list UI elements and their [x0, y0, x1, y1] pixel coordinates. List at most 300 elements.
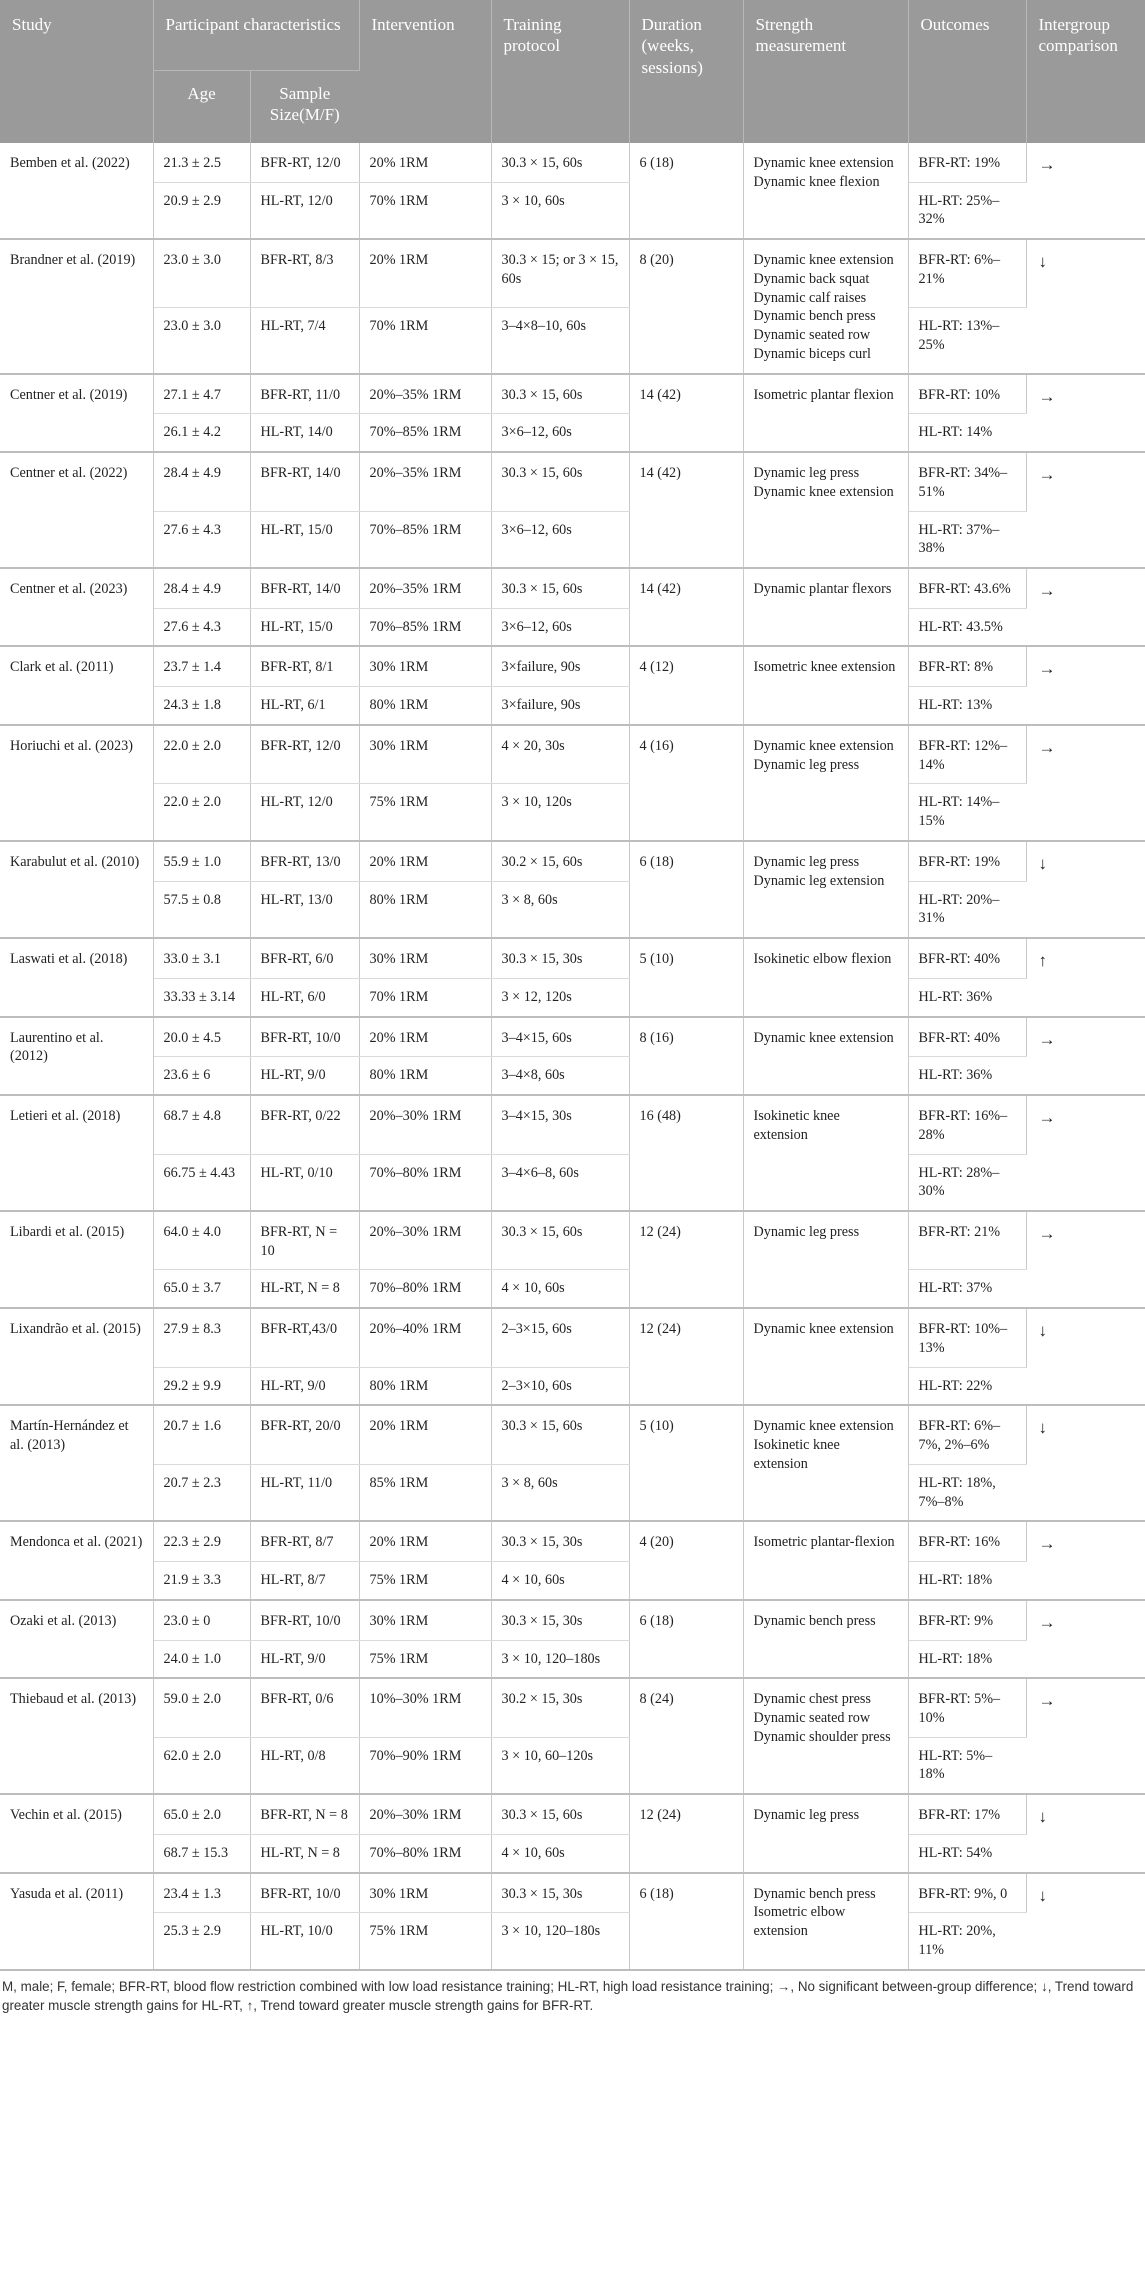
outcome-cell: BFR-RT: 6%–7%, 2%–6%	[908, 1405, 1026, 1464]
duration-cell: 12 (24)	[629, 1794, 743, 1872]
header-protocol: Training protocol	[491, 0, 629, 143]
intervention-cell: 75% 1RM	[359, 1913, 491, 1970]
strength-cell: Isometric plantar-flexion	[743, 1521, 908, 1599]
age-cell: 33.33 ± 3.14	[153, 978, 250, 1016]
intervention-cell: 20% 1RM	[359, 1521, 491, 1561]
outcome-cell: BFR-RT: 5%–10%	[908, 1678, 1026, 1737]
protocol-cell: 30.2 × 15, 30s	[491, 1678, 629, 1737]
header-duration: Duration (weeks, sessions)	[629, 0, 743, 143]
age-cell: 28.4 ± 4.9	[153, 568, 250, 608]
study-cell: Brandner et al. (2019)	[0, 239, 153, 373]
protocol-cell: 4 × 20, 30s	[491, 725, 629, 784]
duration-cell: 4 (16)	[629, 725, 743, 841]
strength-cell: Dynamic bench press Isometric elbow extension	[743, 1873, 908, 1970]
sample-size-cell: BFR-RT, 10/0	[250, 1600, 359, 1640]
table-row	[0, 1834, 1145, 1872]
strength-cell: Dynamic knee extension Dynamic leg press	[743, 725, 908, 841]
intervention-cell: 70%–85% 1RM	[359, 511, 491, 568]
age-cell: 20.0 ± 4.5	[153, 1017, 250, 1057]
table-row	[0, 608, 1145, 646]
outcome-cell: BFR-RT: 43.6%	[908, 568, 1026, 608]
table-row	[0, 452, 1145, 511]
age-cell: 22.0 ± 2.0	[153, 784, 250, 841]
age-cell: 62.0 ± 2.0	[153, 1737, 250, 1794]
table-row	[0, 1308, 1145, 1367]
protocol-cell: 30.3 × 15, 60s	[491, 568, 629, 608]
intervention-cell: 70%–80% 1RM	[359, 1154, 491, 1211]
intervention-cell: 70%–85% 1RM	[359, 608, 491, 646]
age-cell: 68.7 ± 15.3	[153, 1834, 250, 1872]
table-row	[0, 1562, 1145, 1600]
sample-size-cell: BFR-RT, 14/0	[250, 452, 359, 511]
table-row	[0, 1600, 1145, 1640]
age-cell: 65.0 ± 2.0	[153, 1794, 250, 1834]
sample-size-cell: HL-RT, 15/0	[250, 511, 359, 568]
table-row	[0, 938, 1145, 978]
strength-cell: Isokinetic knee extension	[743, 1095, 908, 1211]
header-intervention: Intervention	[359, 0, 491, 143]
outcome-cell: HL-RT: 14%	[908, 414, 1026, 452]
protocol-cell: 3 × 10, 60–120s	[491, 1737, 629, 1794]
outcome-cell: HL-RT: 22%	[908, 1367, 1026, 1405]
protocol-cell: 3 × 8, 60s	[491, 1464, 629, 1521]
protocol-cell: 3 × 10, 120–180s	[491, 1640, 629, 1678]
intervention-cell: 20%–30% 1RM	[359, 1211, 491, 1270]
table-row	[0, 784, 1145, 841]
intervention-cell: 70%–80% 1RM	[359, 1834, 491, 1872]
strength-cell: Isometric plantar flexion	[743, 374, 908, 452]
study-cell: Mendonca et al. (2021)	[0, 1521, 153, 1599]
table-row	[0, 1017, 1145, 1057]
sample-size-cell: BFR-RT, 12/0	[250, 143, 359, 182]
intervention-cell: 80% 1RM	[359, 687, 491, 725]
age-cell: 24.0 ± 1.0	[153, 1640, 250, 1678]
intervention-cell: 85% 1RM	[359, 1464, 491, 1521]
sample-size-cell: HL-RT, 12/0	[250, 784, 359, 841]
duration-cell: 14 (42)	[629, 452, 743, 568]
study-cell: Horiuchi et al. (2023)	[0, 725, 153, 841]
table-row	[0, 1794, 1145, 1834]
sample-size-cell: BFR-RT, 8/3	[250, 239, 359, 307]
outcome-cell: BFR-RT: 8%	[908, 646, 1026, 686]
comparison-cell: →	[1026, 452, 1145, 568]
outcome-cell: HL-RT: 54%	[908, 1834, 1026, 1872]
protocol-cell: 2–3×10, 60s	[491, 1367, 629, 1405]
comparison-cell: →	[1026, 1017, 1145, 1095]
sample-size-cell: HL-RT, 9/0	[250, 1057, 359, 1095]
sample-size-cell: BFR-RT, 0/6	[250, 1678, 359, 1737]
table-row	[0, 568, 1145, 608]
outcome-cell: BFR-RT: 12%–14%	[908, 725, 1026, 784]
intervention-cell: 20% 1RM	[359, 143, 491, 182]
table-row	[0, 511, 1145, 568]
protocol-cell: 30.2 × 15, 60s	[491, 841, 629, 881]
protocol-cell: 2–3×15, 60s	[491, 1308, 629, 1367]
strength-cell: Dynamic leg press Dynamic knee extension	[743, 452, 908, 568]
outcome-cell: BFR-RT: 9%, 0	[908, 1873, 1026, 1913]
header-participant: Participant characteristics	[153, 0, 359, 71]
comparison-cell: →	[1026, 143, 1145, 239]
duration-cell: 16 (48)	[629, 1095, 743, 1211]
protocol-cell: 3 × 10, 60s	[491, 182, 629, 239]
study-cell: Centner et al. (2019)	[0, 374, 153, 452]
protocol-cell: 4 × 10, 60s	[491, 1562, 629, 1600]
protocol-cell: 3–4×8–10, 60s	[491, 308, 629, 374]
protocol-cell: 4 × 10, 60s	[491, 1834, 629, 1872]
study-cell: Clark et al. (2011)	[0, 646, 153, 724]
strength-cell: Dynamic knee extension Dynamic back squat Dynamic calf raises Dynamic bench press Dynamic seated row Dynamic biceps curl	[743, 239, 908, 373]
table-row	[0, 687, 1145, 725]
duration-cell: 8 (16)	[629, 1017, 743, 1095]
header-strength: Strength measurement	[743, 0, 908, 143]
table-row	[0, 1640, 1145, 1678]
protocol-cell: 30.3 × 15; or 3 × 15, 60s	[491, 239, 629, 307]
outcome-cell: BFR-RT: 10%–13%	[908, 1308, 1026, 1367]
intervention-cell: 20% 1RM	[359, 239, 491, 307]
duration-cell: 6 (18)	[629, 841, 743, 938]
outcome-cell: BFR-RT: 9%	[908, 1600, 1026, 1640]
sample-size-cell: BFR-RT, 10/0	[250, 1873, 359, 1913]
strength-cell: Dynamic leg press	[743, 1211, 908, 1308]
outcome-cell: HL-RT: 37%	[908, 1270, 1026, 1308]
table-row	[0, 1095, 1145, 1154]
comparison-cell: →	[1026, 1095, 1145, 1211]
study-cell: Centner et al. (2022)	[0, 452, 153, 568]
outcome-cell: HL-RT: 13%–25%	[908, 308, 1026, 374]
outcome-cell: HL-RT: 18%	[908, 1562, 1026, 1600]
protocol-cell: 3×6–12, 60s	[491, 608, 629, 646]
protocol-cell: 30.3 × 15, 60s	[491, 1405, 629, 1464]
sample-size-cell: BFR-RT, 13/0	[250, 841, 359, 881]
intervention-cell: 80% 1RM	[359, 1367, 491, 1405]
header-study: Study	[0, 0, 153, 143]
sample-size-cell: HL-RT, 8/7	[250, 1562, 359, 1600]
table-header	[0, 0, 1145, 143]
age-cell: 66.75 ± 4.43	[153, 1154, 250, 1211]
sample-size-cell: BFR-RT, 8/7	[250, 1521, 359, 1561]
intervention-cell: 30% 1RM	[359, 938, 491, 978]
table-row	[0, 1057, 1145, 1095]
intervention-cell: 75% 1RM	[359, 784, 491, 841]
outcome-cell: BFR-RT: 40%	[908, 1017, 1026, 1057]
study-cell: Ozaki et al. (2013)	[0, 1600, 153, 1678]
strength-cell: Dynamic bench press	[743, 1600, 908, 1678]
sample-size-cell: BFR-RT, N = 8	[250, 1794, 359, 1834]
comparison-cell: ↓	[1026, 1405, 1145, 1521]
outcome-cell: HL-RT: 18%	[908, 1640, 1026, 1678]
outcome-cell: BFR-RT: 10%	[908, 374, 1026, 414]
table-row	[0, 841, 1145, 881]
age-cell: 27.9 ± 8.3	[153, 1308, 250, 1367]
sample-size-cell: HL-RT, 9/0	[250, 1367, 359, 1405]
sample-size-cell: BFR-RT, 11/0	[250, 374, 359, 414]
table-row	[0, 1211, 1145, 1270]
study-cell: Yasuda et al. (2011)	[0, 1873, 153, 1970]
duration-cell: 8 (24)	[629, 1678, 743, 1794]
study-cell: Centner et al. (2023)	[0, 568, 153, 646]
intervention-cell: 30% 1RM	[359, 646, 491, 686]
strength-cell: Dynamic leg press	[743, 1794, 908, 1872]
protocol-cell: 3–4×8, 60s	[491, 1057, 629, 1095]
table-row	[0, 978, 1145, 1016]
intervention-cell: 20%–35% 1RM	[359, 452, 491, 511]
age-cell: 55.9 ± 1.0	[153, 841, 250, 881]
protocol-cell: 3×failure, 90s	[491, 646, 629, 686]
protocol-cell: 30.3 × 15, 30s	[491, 938, 629, 978]
duration-cell: 4 (12)	[629, 646, 743, 724]
outcome-cell: BFR-RT: 16%	[908, 1521, 1026, 1561]
intervention-cell: 70% 1RM	[359, 182, 491, 239]
age-cell: 59.0 ± 2.0	[153, 1678, 250, 1737]
outcome-cell: HL-RT: 20%–31%	[908, 881, 1026, 938]
intervention-cell: 70%–85% 1RM	[359, 414, 491, 452]
header-comparison: Intergroup comparison	[1026, 0, 1145, 143]
outcome-cell: HL-RT: 5%–18%	[908, 1737, 1026, 1794]
comparison-cell: →	[1026, 1678, 1145, 1794]
duration-cell: 5 (10)	[629, 1405, 743, 1521]
comparison-cell: ↓	[1026, 1873, 1145, 1970]
study-cell: Laurentino et al. (2012)	[0, 1017, 153, 1095]
age-cell: 23.7 ± 1.4	[153, 646, 250, 686]
duration-cell: 6 (18)	[629, 1873, 743, 1970]
study-cell: Thiebaud et al. (2013)	[0, 1678, 153, 1794]
age-cell: 68.7 ± 4.8	[153, 1095, 250, 1154]
age-cell: 27.1 ± 4.7	[153, 374, 250, 414]
sample-size-cell: HL-RT, 11/0	[250, 1464, 359, 1521]
sample-size-cell: BFR-RT, 14/0	[250, 568, 359, 608]
protocol-cell: 30.3 × 15, 60s	[491, 143, 629, 182]
intervention-cell: 20%–30% 1RM	[359, 1794, 491, 1834]
table-row	[0, 1154, 1145, 1211]
protocol-cell: 3 × 8, 60s	[491, 881, 629, 938]
table-row	[0, 1367, 1145, 1405]
intervention-cell: 30% 1RM	[359, 1873, 491, 1913]
sample-size-cell: BFR-RT,43/0	[250, 1308, 359, 1367]
outcome-cell: HL-RT: 43.5%	[908, 608, 1026, 646]
age-cell: 64.0 ± 4.0	[153, 1211, 250, 1270]
outcome-cell: HL-RT: 14%–15%	[908, 784, 1026, 841]
age-cell: 57.5 ± 0.8	[153, 881, 250, 938]
intervention-cell: 30% 1RM	[359, 725, 491, 784]
age-cell: 22.3 ± 2.9	[153, 1521, 250, 1561]
protocol-cell: 3–4×6–8, 60s	[491, 1154, 629, 1211]
duration-cell: 5 (10)	[629, 938, 743, 1016]
table-row	[0, 374, 1145, 414]
protocol-cell: 30.3 × 15, 30s	[491, 1600, 629, 1640]
sample-size-cell: HL-RT, 0/10	[250, 1154, 359, 1211]
table-row	[0, 1521, 1145, 1561]
protocol-cell: 30.3 × 15, 60s	[491, 1794, 629, 1834]
sample-size-cell: HL-RT, 6/1	[250, 687, 359, 725]
age-cell: 20.7 ± 1.6	[153, 1405, 250, 1464]
age-cell: 27.6 ± 4.3	[153, 511, 250, 568]
duration-cell: 14 (42)	[629, 568, 743, 646]
study-cell: Laswati et al. (2018)	[0, 938, 153, 1016]
strength-cell: Dynamic plantar flexors	[743, 568, 908, 646]
intervention-cell: 10%–30% 1RM	[359, 1678, 491, 1737]
intervention-cell: 70% 1RM	[359, 978, 491, 1016]
outcome-cell: HL-RT: 36%	[908, 978, 1026, 1016]
strength-cell: Isometric knee extension	[743, 646, 908, 724]
age-cell: 33.0 ± 3.1	[153, 938, 250, 978]
protocol-cell: 3×6–12, 60s	[491, 414, 629, 452]
table-row	[0, 1405, 1145, 1464]
intervention-cell: 20% 1RM	[359, 1017, 491, 1057]
protocol-cell: 3–4×15, 60s	[491, 1017, 629, 1057]
age-cell: 22.0 ± 2.0	[153, 725, 250, 784]
study-cell: Bemben et al. (2022)	[0, 143, 153, 239]
study-cell: Lixandrão et al. (2015)	[0, 1308, 153, 1405]
age-cell: 20.9 ± 2.9	[153, 182, 250, 239]
protocol-cell: 30.3 × 15, 60s	[491, 374, 629, 414]
sample-size-cell: BFR-RT, 20/0	[250, 1405, 359, 1464]
study-cell: Letieri et al. (2018)	[0, 1095, 153, 1211]
sample-size-cell: BFR-RT, 12/0	[250, 725, 359, 784]
comparison-cell: →	[1026, 1521, 1145, 1599]
protocol-cell: 3×failure, 90s	[491, 687, 629, 725]
outcome-cell: BFR-RT: 16%–28%	[908, 1095, 1026, 1154]
protocol-cell: 30.3 × 15, 60s	[491, 1211, 629, 1270]
sample-size-cell: HL-RT, 14/0	[250, 414, 359, 452]
table-row	[0, 143, 1145, 182]
duration-cell: 12 (24)	[629, 1308, 743, 1405]
outcome-cell: BFR-RT: 34%–51%	[908, 452, 1026, 511]
header-sample-size: Sample Size(M/F)	[250, 71, 359, 144]
intervention-cell: 30% 1RM	[359, 1600, 491, 1640]
age-cell: 23.4 ± 1.3	[153, 1873, 250, 1913]
age-cell: 21.9 ± 3.3	[153, 1562, 250, 1600]
sample-size-cell: HL-RT, 10/0	[250, 1913, 359, 1970]
sample-size-cell: HL-RT, 13/0	[250, 881, 359, 938]
protocol-cell: 3×6–12, 60s	[491, 511, 629, 568]
comparison-cell: ↓	[1026, 239, 1145, 373]
table-row	[0, 646, 1145, 686]
outcome-cell: HL-RT: 20%, 11%	[908, 1913, 1026, 1970]
intervention-cell: 70%–80% 1RM	[359, 1270, 491, 1308]
sample-size-cell: BFR-RT, 8/1	[250, 646, 359, 686]
age-cell: 29.2 ± 9.9	[153, 1367, 250, 1405]
age-cell: 20.7 ± 2.3	[153, 1464, 250, 1521]
sample-size-cell: HL-RT, 12/0	[250, 182, 359, 239]
age-cell: 26.1 ± 4.2	[153, 414, 250, 452]
strength-cell: Dynamic knee extension	[743, 1017, 908, 1095]
duration-cell: 4 (20)	[629, 1521, 743, 1599]
intervention-cell: 20% 1RM	[359, 841, 491, 881]
table-row	[0, 1270, 1145, 1308]
intervention-cell: 70% 1RM	[359, 308, 491, 374]
sample-size-cell: BFR-RT, N = 10	[250, 1211, 359, 1270]
table-row	[0, 239, 1145, 307]
outcome-cell: HL-RT: 25%–32%	[908, 182, 1026, 239]
intervention-cell: 20%–35% 1RM	[359, 568, 491, 608]
study-cell: Martín-Hernández et al. (2013)	[0, 1405, 153, 1521]
outcome-cell: BFR-RT: 21%	[908, 1211, 1026, 1270]
comparison-cell: →	[1026, 1600, 1145, 1678]
table-row	[0, 725, 1145, 784]
sample-size-cell: BFR-RT, 10/0	[250, 1017, 359, 1057]
protocol-cell: 3 × 10, 120s	[491, 784, 629, 841]
duration-cell: 8 (20)	[629, 239, 743, 373]
header-age: Age	[153, 71, 250, 144]
table-row	[0, 1873, 1145, 1913]
outcome-cell: HL-RT: 18%, 7%–8%	[908, 1464, 1026, 1521]
strength-cell: Dynamic knee extension Dynamic knee flexion	[743, 143, 908, 239]
study-cell: Karabulut et al. (2010)	[0, 841, 153, 938]
strength-cell: Dynamic knee extension	[743, 1308, 908, 1405]
age-cell: 25.3 ± 2.9	[153, 1913, 250, 1970]
protocol-cell: 30.3 × 15, 30s	[491, 1521, 629, 1561]
comparison-cell: ↓	[1026, 841, 1145, 938]
age-cell: 23.0 ± 3.0	[153, 308, 250, 374]
comparison-cell: →	[1026, 725, 1145, 841]
table-row	[0, 308, 1145, 374]
intervention-cell: 75% 1RM	[359, 1640, 491, 1678]
sample-size-cell: HL-RT, N = 8	[250, 1834, 359, 1872]
sample-size-cell: BFR-RT, 0/22	[250, 1095, 359, 1154]
sample-size-cell: HL-RT, 9/0	[250, 1640, 359, 1678]
outcome-cell: HL-RT: 37%–38%	[908, 511, 1026, 568]
sample-size-cell: HL-RT, 6/0	[250, 978, 359, 1016]
outcome-cell: HL-RT: 13%	[908, 687, 1026, 725]
outcome-cell: BFR-RT: 17%	[908, 1794, 1026, 1834]
comparison-cell: →	[1026, 374, 1145, 452]
intervention-cell: 80% 1RM	[359, 881, 491, 938]
intervention-cell: 20% 1RM	[359, 1405, 491, 1464]
outcome-cell: BFR-RT: 40%	[908, 938, 1026, 978]
age-cell: 27.6 ± 4.3	[153, 608, 250, 646]
table-row	[0, 1913, 1145, 1970]
intervention-cell: 20%–30% 1RM	[359, 1095, 491, 1154]
table-row	[0, 1737, 1145, 1794]
strength-cell: Dynamic chest press Dynamic seated row Dynamic shoulder press	[743, 1678, 908, 1794]
comparison-cell: →	[1026, 1211, 1145, 1308]
protocol-cell: 30.3 × 15, 30s	[491, 1873, 629, 1913]
protocol-cell: 3 × 10, 120–180s	[491, 1913, 629, 1970]
comparison-cell: ↑	[1026, 938, 1145, 1016]
protocol-cell: 3–4×15, 30s	[491, 1095, 629, 1154]
sample-size-cell: HL-RT, 7/4	[250, 308, 359, 374]
outcome-cell: BFR-RT: 6%–21%	[908, 239, 1026, 307]
sample-size-cell: HL-RT, 15/0	[250, 608, 359, 646]
sample-size-cell: HL-RT, 0/8	[250, 1737, 359, 1794]
outcome-cell: HL-RT: 28%–30%	[908, 1154, 1026, 1211]
strength-cell: Dynamic knee extension Isokinetic knee extension	[743, 1405, 908, 1521]
table-row	[0, 182, 1145, 239]
strength-cell: Dynamic leg press Dynamic leg extension	[743, 841, 908, 938]
comparison-cell: ↓	[1026, 1794, 1145, 1872]
outcome-cell: BFR-RT: 19%	[908, 143, 1026, 182]
intervention-cell: 20%–40% 1RM	[359, 1308, 491, 1367]
table-row	[0, 1464, 1145, 1521]
table-footnote: M, male; F, female; BFR-RT, blood flow restriction combined with low load resistance training; HL-RT, high load resistance training; →, No significant between-group difference; ↓, Trend toward greater muscle strength gains for HL-RT, ↑, Trend toward greater muscle strength gains for BFR-RT.	[2, 1978, 1134, 2014]
age-cell: 21.3 ± 2.5	[153, 143, 250, 182]
table-row	[0, 1678, 1145, 1737]
table-body	[0, 143, 1145, 1970]
age-cell: 65.0 ± 3.7	[153, 1270, 250, 1308]
comparison-cell: →	[1026, 646, 1145, 724]
duration-cell: 14 (42)	[629, 374, 743, 452]
age-cell: 23.0 ± 3.0	[153, 239, 250, 307]
strength-cell: Isokinetic elbow flexion	[743, 938, 908, 1016]
protocol-cell: 3 × 12, 120s	[491, 978, 629, 1016]
table-row	[0, 414, 1145, 452]
table-row	[0, 881, 1145, 938]
duration-cell: 6 (18)	[629, 1600, 743, 1678]
outcome-cell: BFR-RT: 19%	[908, 841, 1026, 881]
age-cell: 24.3 ± 1.8	[153, 687, 250, 725]
study-cell: Vechin et al. (2015)	[0, 1794, 153, 1872]
age-cell: 23.0 ± 0	[153, 1600, 250, 1640]
